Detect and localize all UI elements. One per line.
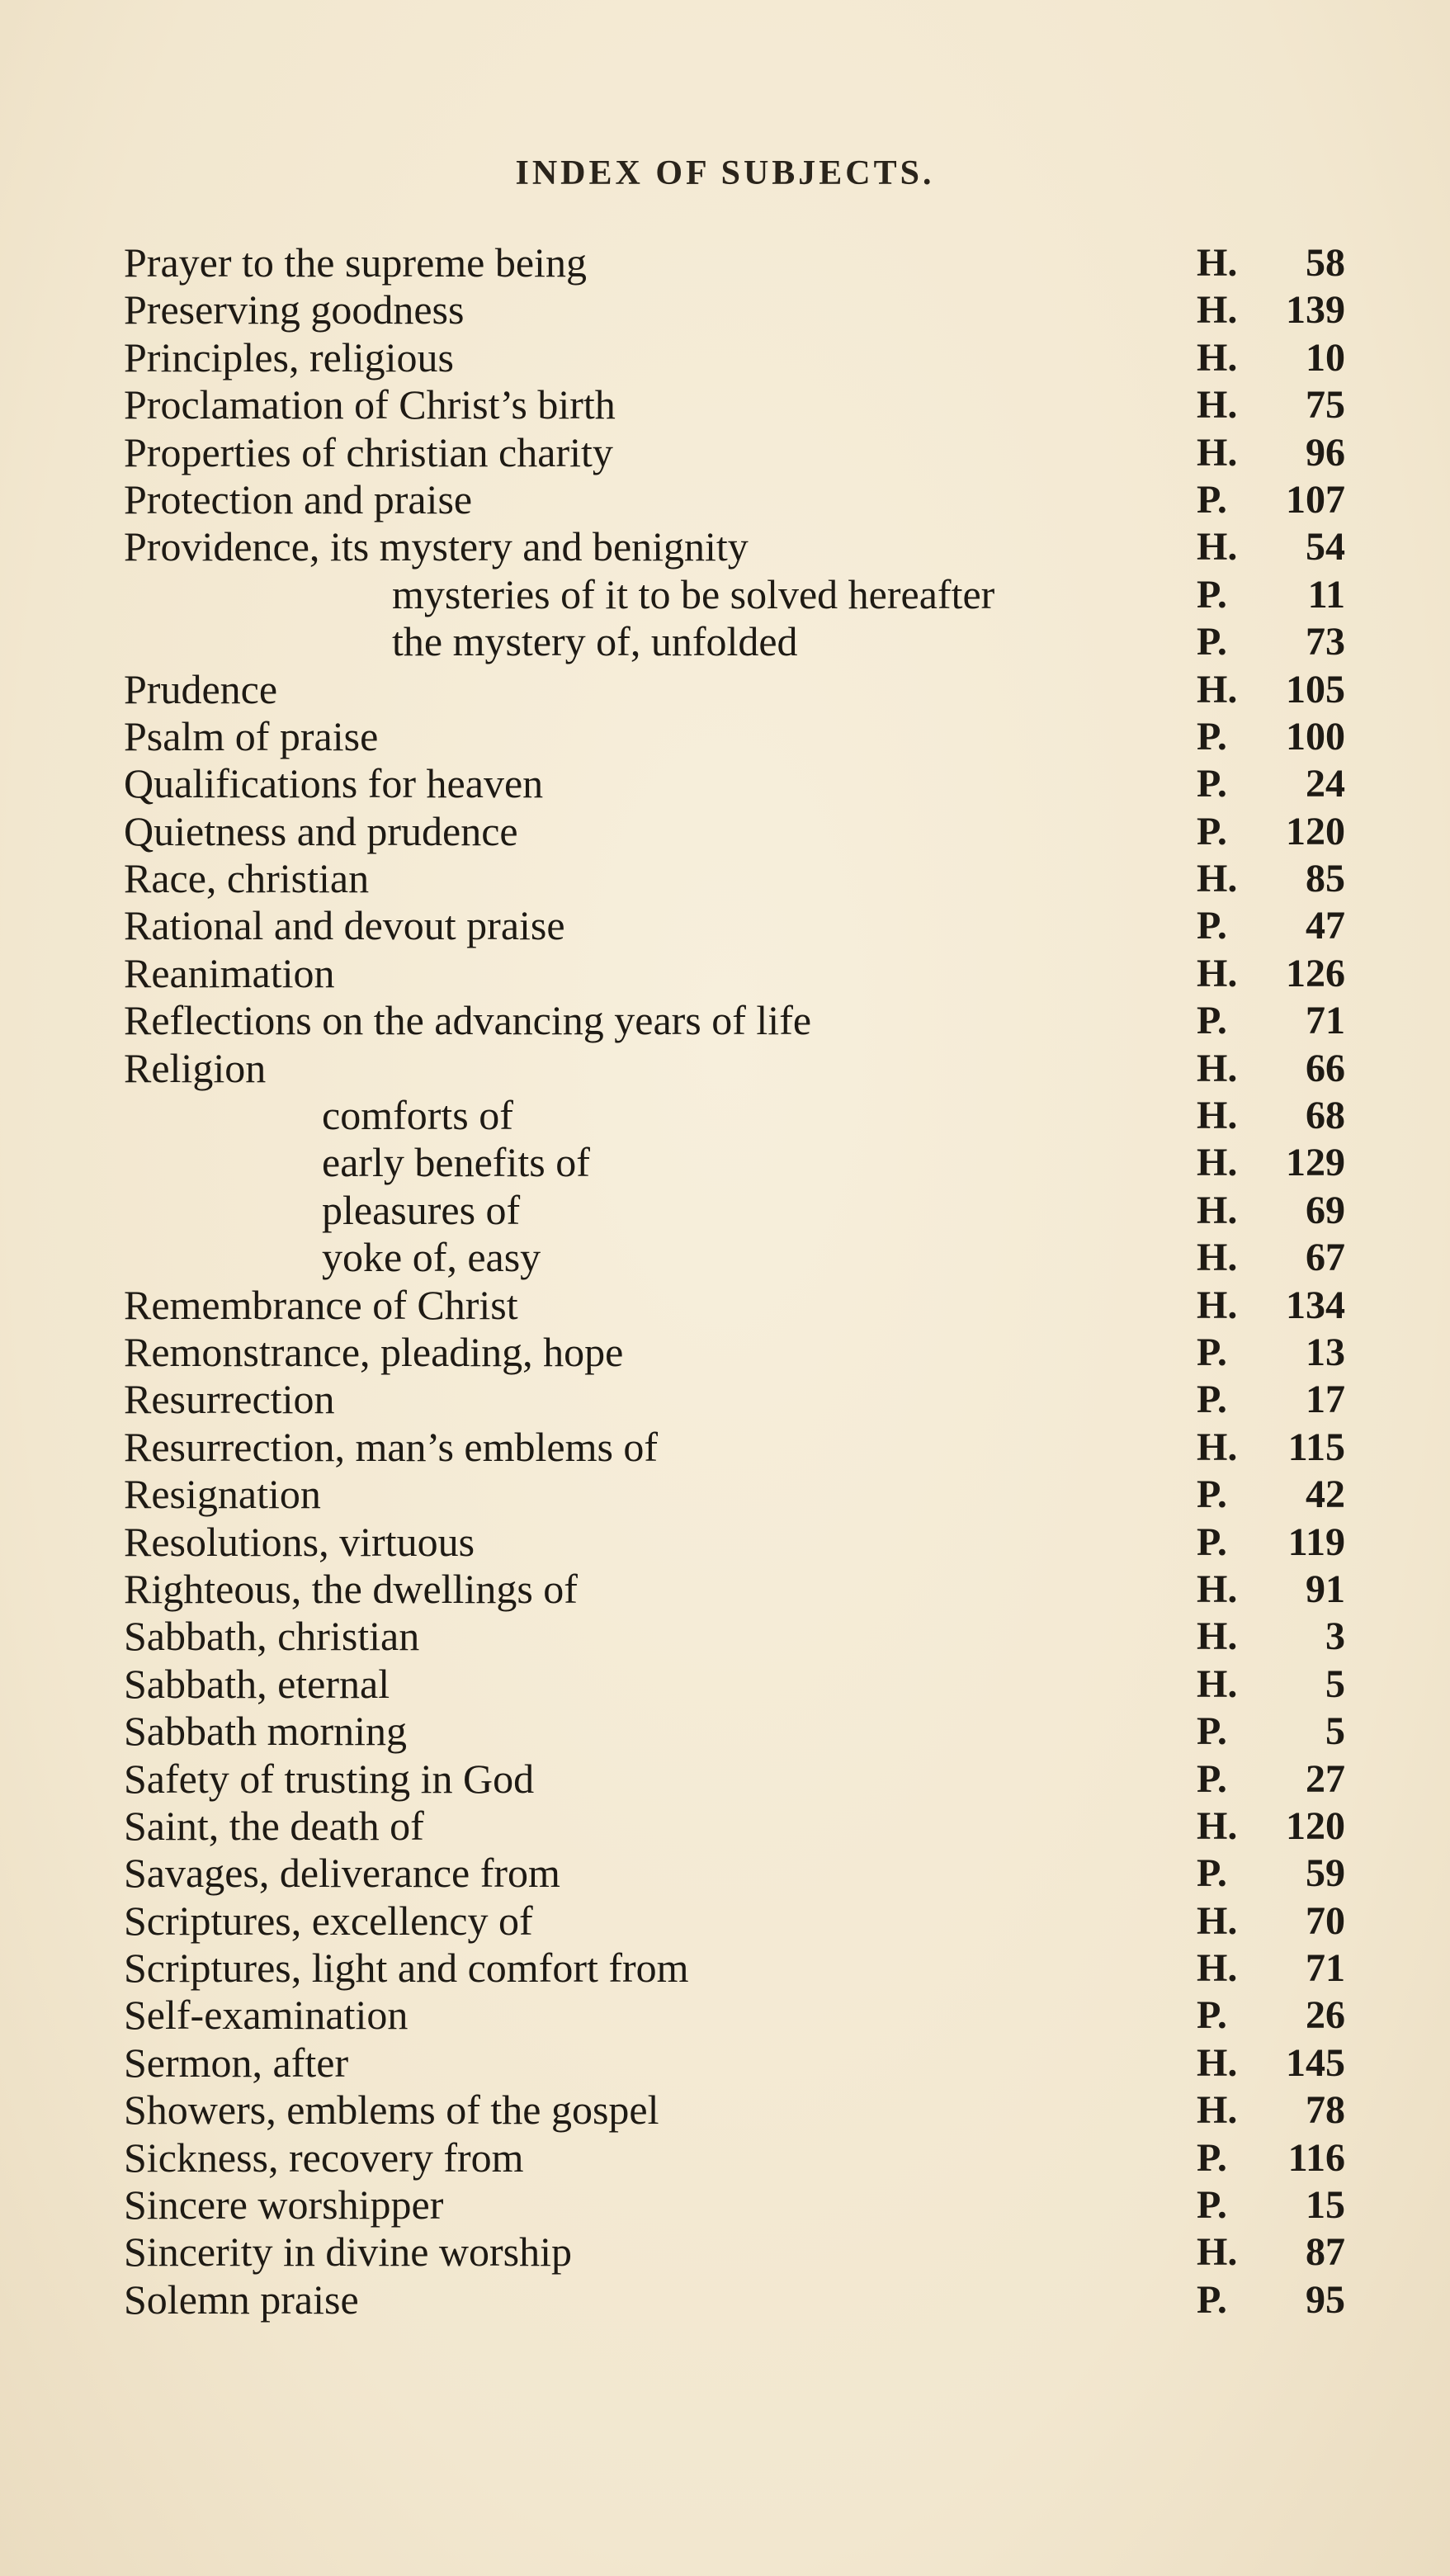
entry-source: H. <box>1197 525 1238 570</box>
entry-reference <box>1197 1471 1345 1518</box>
entry-source: P. <box>1197 1851 1227 1896</box>
index-entry <box>0 2134 1450 2181</box>
index-entry <box>0 1708 1450 1755</box>
entry-page-number: 3 <box>1325 1614 1345 1659</box>
entry-label: Proclamation of Christ’s birth <box>124 381 616 428</box>
entry-source: P. <box>1197 1756 1227 1801</box>
entry-page-number: 15 <box>1306 2183 1345 2228</box>
entry-page-number: 17 <box>1306 1378 1345 1422</box>
entry-reference <box>1197 1282 1345 1329</box>
entry-label: Reflections on the advancing years of life <box>124 997 812 1044</box>
entry-label: Protection and praise <box>124 475 473 522</box>
entry-label: Reanimation <box>124 949 335 996</box>
entry-reference <box>1197 1613 1345 1660</box>
entry-page-number: 145 <box>1286 2040 1345 2085</box>
entry-source: H. <box>1197 2088 1238 2133</box>
index-entry <box>0 855 1450 902</box>
index-entry <box>0 950 1450 997</box>
running-head: INDEX OF SUBJECTS. <box>515 154 935 192</box>
index-entry <box>0 1566 1450 1613</box>
entry-label: Qualifications for heaven <box>124 760 544 807</box>
entry-source: P. <box>1197 999 1227 1043</box>
index-entry <box>0 666 1450 713</box>
index-entry <box>0 2181 1450 2229</box>
entry-page-number: 100 <box>1286 714 1345 759</box>
entry-reference <box>1197 1376 1345 1423</box>
index-entry <box>0 1945 1450 1992</box>
entry-reference <box>1197 286 1345 333</box>
index-entry <box>0 1282 1450 1329</box>
entry-source: H. <box>1197 1946 1238 1991</box>
entry-source: P. <box>1197 2183 1227 2228</box>
entry-reference <box>1197 1708 1345 1755</box>
entry-label: Self-examination <box>124 1992 409 2039</box>
entry-source: P. <box>1197 1520 1227 1564</box>
entry-page-number: 66 <box>1306 1046 1345 1090</box>
index-entry <box>0 760 1450 807</box>
index-subentry <box>0 1139 1450 1186</box>
entry-reference <box>1197 1898 1345 1945</box>
entry-label: Properties of christian charity <box>124 428 613 475</box>
entry-reference <box>1197 1187 1345 1234</box>
entry-source: H. <box>1197 1567 1238 1611</box>
index-entry <box>0 2229 1450 2276</box>
index-entry <box>0 1756 1450 1803</box>
entry-label: pleasures of <box>322 1186 521 1233</box>
entry-page-number: 26 <box>1306 1993 1345 2038</box>
index-entry <box>0 429 1450 476</box>
entry-label: Saint, the death of <box>124 1802 424 1849</box>
entry-reference <box>1197 1945 1345 1992</box>
entry-label: Psalm of praise <box>124 712 379 759</box>
entry-label: Preserving goodness <box>124 286 465 333</box>
index-entry <box>0 1661 1450 1708</box>
entry-reference <box>1197 666 1345 713</box>
index-list <box>0 239 1450 2323</box>
entry-page-number: 87 <box>1306 2230 1345 2275</box>
entry-reference <box>1197 997 1345 1044</box>
entry-label: Solemn praise <box>124 2276 359 2323</box>
entry-page-number: 70 <box>1306 1898 1345 1943</box>
entry-source: P. <box>1197 2277 1227 2322</box>
index-entry <box>0 1424 1450 1471</box>
entry-label: Showers, emblems of the gospel <box>124 2087 659 2134</box>
entry-source: H. <box>1197 857 1238 901</box>
entry-label: yoke of, easy <box>322 1234 541 1281</box>
entry-reference <box>1197 1139 1345 1186</box>
index-entry <box>0 1329 1450 1376</box>
entry-reference <box>1197 1234 1345 1281</box>
entry-page-number: 115 <box>1287 1425 1345 1469</box>
entry-reference <box>1197 1045 1345 1092</box>
index-subentry <box>0 618 1450 665</box>
entry-label: comforts of <box>322 1092 513 1139</box>
entry-reference <box>1197 334 1345 381</box>
entry-page-number: 139 <box>1286 288 1345 333</box>
entry-source: P. <box>1197 572 1227 617</box>
entry-source: H. <box>1197 430 1238 475</box>
entry-page-number: 120 <box>1286 809 1345 853</box>
entry-label: Sermon, after <box>124 2039 349 2086</box>
entry-reference <box>1197 713 1345 760</box>
entry-label: Resignation <box>124 1471 321 1518</box>
index-entry <box>0 381 1450 428</box>
index-entry <box>0 2040 1450 2087</box>
entry-source: H. <box>1197 1661 1238 1706</box>
index-entry <box>0 1519 1450 1566</box>
index-entry <box>0 1803 1450 1850</box>
entry-reference <box>1197 1803 1345 1850</box>
entry-page-number: 54 <box>1306 525 1345 570</box>
entry-page-number: 73 <box>1306 620 1345 664</box>
entry-source: H. <box>1197 1803 1238 1848</box>
entry-label: Sincerity in divine worship <box>124 2229 572 2276</box>
entry-reference <box>1197 476 1345 523</box>
entry-page-number: 5 <box>1325 1661 1345 1706</box>
entry-page-number: 105 <box>1286 667 1345 711</box>
entry-source: H. <box>1197 2230 1238 2275</box>
entry-reference <box>1197 2181 1345 2229</box>
entry-source: H. <box>1197 1283 1238 1327</box>
entry-label: Safety of trusting in God <box>124 1755 535 1802</box>
entry-reference <box>1197 2276 1345 2323</box>
index-entry <box>0 1613 1450 1660</box>
entry-page-number: 13 <box>1306 1330 1345 1374</box>
entry-page-number: 47 <box>1306 904 1345 948</box>
index-entry <box>0 523 1450 570</box>
index-subentry <box>0 1092 1450 1139</box>
entry-source: H. <box>1197 1614 1238 1659</box>
entry-source: H. <box>1197 1425 1238 1469</box>
entry-page-number: 42 <box>1306 1472 1345 1517</box>
entry-reference <box>1197 760 1345 807</box>
entry-source: P. <box>1197 1993 1227 2038</box>
entry-reference <box>1197 1850 1345 1897</box>
entry-page-number: 58 <box>1306 241 1345 285</box>
entry-page-number: 5 <box>1325 1709 1345 1754</box>
index-subentry <box>0 571 1450 618</box>
entry-source: H. <box>1197 1094 1238 1138</box>
entry-label: Sabbath, eternal <box>124 1660 390 1707</box>
entry-label: Righteous, the dwellings of <box>124 1565 578 1612</box>
entry-reference <box>1197 1329 1345 1376</box>
entry-source: P. <box>1197 714 1227 759</box>
entry-page-number: 59 <box>1306 1851 1345 1896</box>
entry-page-number: 85 <box>1306 857 1345 901</box>
entry-label: Principles, religious <box>124 333 454 380</box>
entry-label: mysteries of it to be solved hereafter <box>392 570 995 617</box>
entry-reference <box>1197 381 1345 428</box>
entry-reference <box>1197 618 1345 665</box>
entry-reference <box>1197 2134 1345 2181</box>
entry-source: P. <box>1197 1330 1227 1374</box>
index-entry <box>0 239 1450 286</box>
entry-reference <box>1197 2040 1345 2087</box>
entry-reference <box>1197 1424 1345 1471</box>
entry-source: H. <box>1197 288 1238 333</box>
entry-label: Remonstrance, pleading, hope <box>124 1328 624 1375</box>
index-entry <box>0 1471 1450 1518</box>
entry-page-number: 116 <box>1287 2135 1345 2180</box>
entry-label: Rational and devout praise <box>124 902 565 949</box>
entry-source: H. <box>1197 1188 1238 1232</box>
entry-label: Sabbath, christian <box>124 1613 420 1660</box>
entry-reference <box>1197 239 1345 286</box>
entry-label: Scriptures, light and comfort from <box>124 1945 689 1992</box>
entry-source: H. <box>1197 667 1238 711</box>
entry-source: P. <box>1197 1472 1227 1517</box>
entry-reference <box>1197 950 1345 997</box>
index-entry <box>0 1045 1450 1092</box>
entry-reference <box>1197 902 1345 949</box>
index-entry <box>0 713 1450 760</box>
entry-source: H. <box>1197 383 1238 428</box>
entry-source: P. <box>1197 762 1227 806</box>
entry-source: H. <box>1197 1236 1238 1280</box>
index-entry <box>0 1376 1450 1423</box>
entry-source: H. <box>1197 335 1238 380</box>
entry-page-number: 126 <box>1286 951 1345 995</box>
entry-reference <box>1197 1092 1345 1139</box>
entry-label: Savages, deliverance from <box>124 1850 560 1897</box>
index-entry <box>0 286 1450 333</box>
index-entry <box>0 2087 1450 2134</box>
index-entry <box>0 1992 1450 2039</box>
entry-label: Prudence <box>124 665 278 712</box>
entry-page-number: 107 <box>1286 477 1345 522</box>
entry-source: H. <box>1197 2040 1238 2085</box>
entry-source: P. <box>1197 2135 1227 2180</box>
entry-page-number: 68 <box>1306 1094 1345 1138</box>
entry-label: Race, christian <box>124 855 370 902</box>
entry-reference <box>1197 808 1345 855</box>
entry-label: Sincere worshipper <box>124 2181 444 2229</box>
entry-source: P. <box>1197 1378 1227 1422</box>
entry-page-number: 78 <box>1306 2088 1345 2133</box>
entry-page-number: 134 <box>1286 1283 1345 1327</box>
index-entry <box>0 2276 1450 2323</box>
index-entry <box>0 1898 1450 1945</box>
entry-page-number: 129 <box>1286 1141 1345 1185</box>
entry-reference <box>1197 571 1345 618</box>
entry-page-number: 69 <box>1306 1188 1345 1232</box>
entry-label: Sickness, recovery from <box>124 2134 524 2181</box>
index-entry <box>0 902 1450 949</box>
entry-source: P. <box>1197 1709 1227 1754</box>
entry-reference <box>1197 2087 1345 2134</box>
entry-source: P. <box>1197 620 1227 664</box>
entry-label: early benefits of <box>322 1139 590 1186</box>
entry-label: Resurrection <box>124 1376 335 1423</box>
entry-source: P. <box>1197 477 1227 522</box>
entry-label: Resurrection, man’s emblems of <box>124 1423 659 1470</box>
entry-reference <box>1197 1519 1345 1566</box>
entry-page-number: 120 <box>1286 1803 1345 1848</box>
entry-source: H. <box>1197 241 1238 285</box>
entry-source: P. <box>1197 904 1227 948</box>
index-subentry <box>0 1234 1450 1281</box>
entry-page-number: 11 <box>1307 572 1345 617</box>
entry-page-number: 96 <box>1306 430 1345 475</box>
entry-page-number: 71 <box>1306 1946 1345 1991</box>
entry-reference <box>1197 1566 1345 1613</box>
entry-label: Sabbath morning <box>124 1708 408 1755</box>
entry-page-number: 91 <box>1306 1567 1345 1611</box>
entry-label: Remembrance of Christ <box>124 1281 518 1328</box>
entry-label: Prayer to the supreme being <box>124 239 587 286</box>
entry-label: Resolutions, virtuous <box>124 1518 475 1565</box>
entry-page-number: 95 <box>1306 2277 1345 2322</box>
index-entry <box>0 334 1450 381</box>
entry-reference <box>1197 2229 1345 2276</box>
entry-label: Providence, its mystery and benignity <box>124 523 749 570</box>
entry-page-number: 71 <box>1306 999 1345 1043</box>
entry-page-number: 119 <box>1287 1520 1345 1564</box>
index-entry <box>0 1850 1450 1897</box>
entry-source: H. <box>1197 951 1238 995</box>
entry-reference <box>1197 1992 1345 2039</box>
entry-page-number: 67 <box>1306 1236 1345 1280</box>
entry-label: Quietness and prudence <box>124 807 518 854</box>
entry-reference <box>1197 1661 1345 1708</box>
index-entry <box>0 808 1450 855</box>
entry-source: H. <box>1197 1898 1238 1943</box>
entry-label: Religion <box>124 1044 267 1091</box>
entry-label: Scriptures, excellency of <box>124 1897 533 1944</box>
entry-source: H. <box>1197 1046 1238 1090</box>
entry-page-number: 10 <box>1306 335 1345 380</box>
entry-reference <box>1197 1756 1345 1803</box>
entry-reference <box>1197 855 1345 902</box>
entry-page-number: 24 <box>1306 762 1345 806</box>
index-entry <box>0 476 1450 523</box>
index-entry <box>0 997 1450 1044</box>
entry-reference <box>1197 429 1345 476</box>
entry-page-number: 27 <box>1306 1756 1345 1801</box>
entry-page-number: 75 <box>1306 383 1345 428</box>
index-subentry <box>0 1187 1450 1234</box>
entry-label: the mystery of, unfolded <box>392 618 798 665</box>
entry-source: P. <box>1197 809 1227 853</box>
entry-reference <box>1197 523 1345 570</box>
entry-source: H. <box>1197 1141 1238 1185</box>
